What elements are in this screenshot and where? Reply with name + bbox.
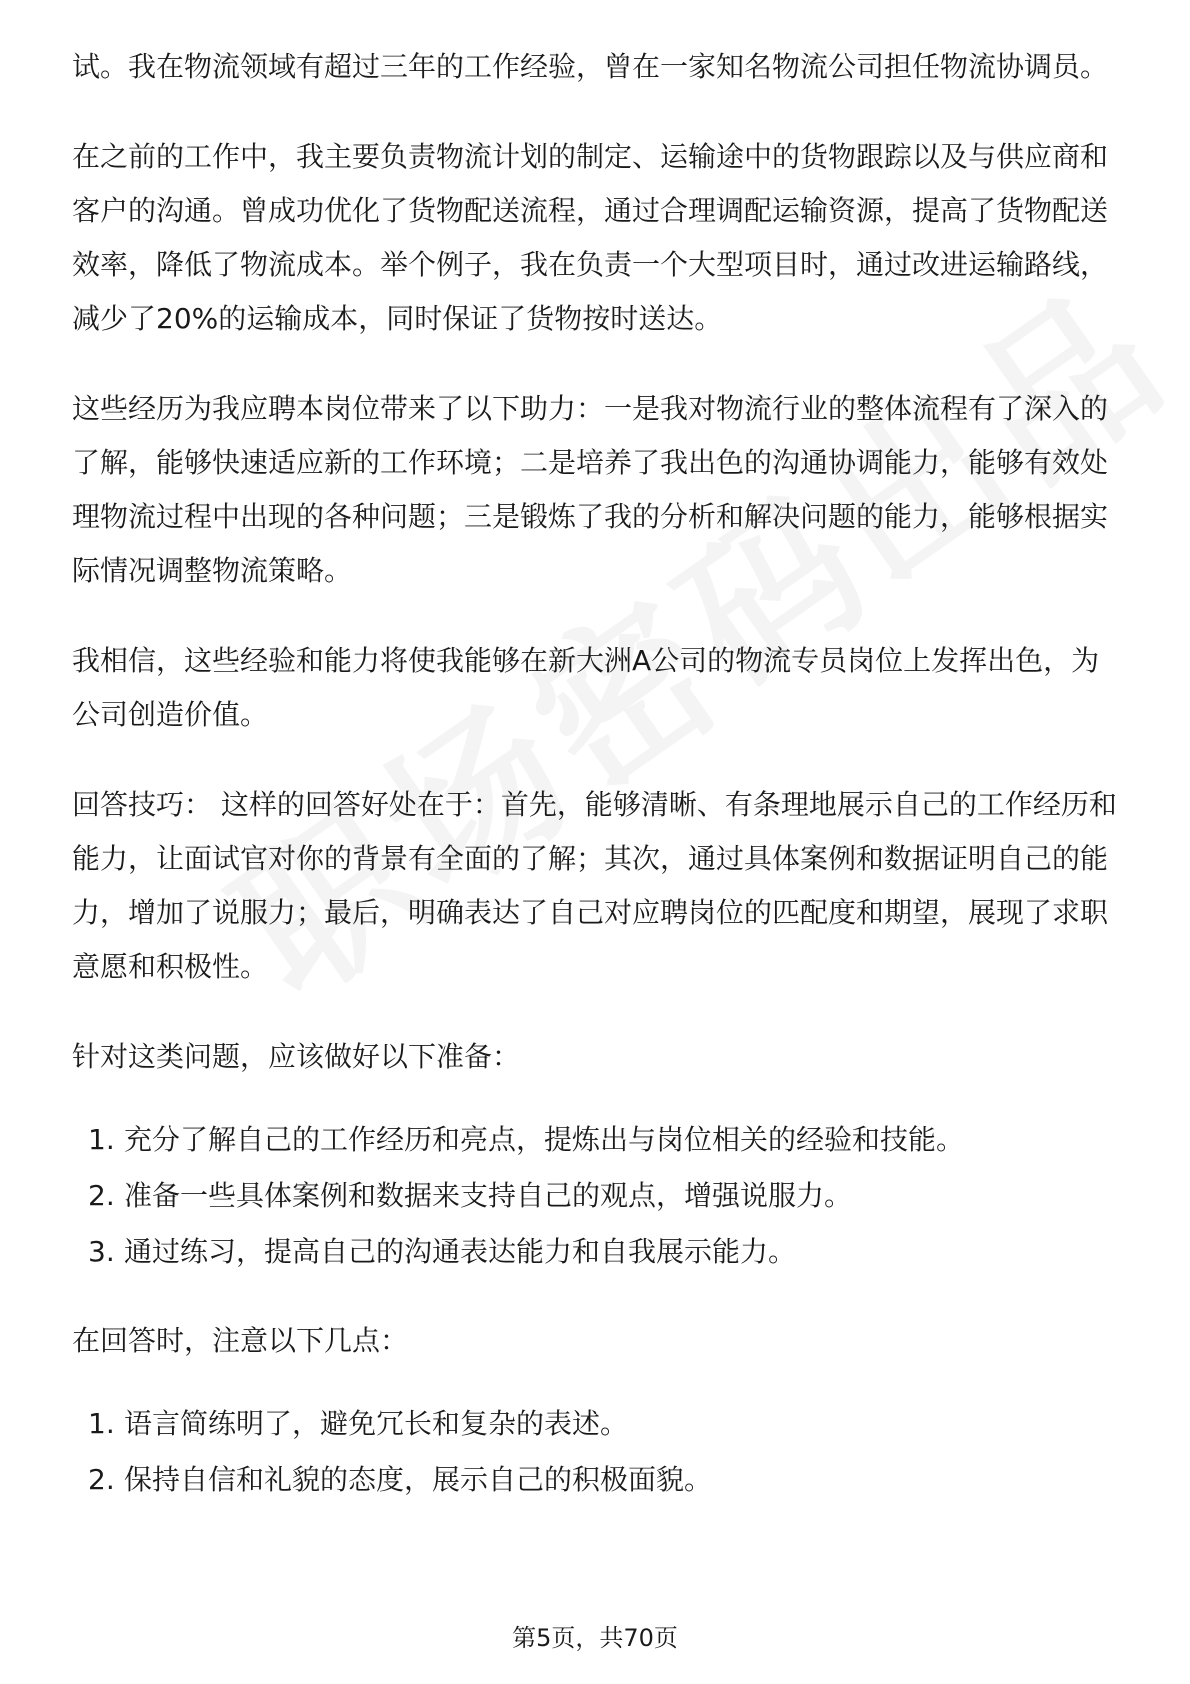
notes-heading: 在回答时，注意以下几点： (72, 1324, 409, 1357)
list-text: 准备一些具体案例和数据来支持自己的观点，增强说服力。 (124, 1179, 853, 1212)
list-item (72, 1224, 1122, 1280)
notes-list (72, 1396, 1122, 1508)
list-item (72, 1396, 1122, 1452)
prep-list (72, 1112, 1122, 1280)
list-item (72, 1168, 1122, 1224)
list-number: 1. (88, 1123, 115, 1156)
paragraph-benefits: 这些经历为我应聘本岗位带来了以下助力：一是我对物流行业的整体流程有了深入的了解，能够快速适应新的工作环境；二是培养了我出色的沟通协调能力，能够有效处理物流过程中出现的各种问题；三是锻炼了我的分析和解决问题的能力，能够根据实际情况调整物流策略。 (72, 392, 1109, 587)
list-text: 通过练习，提高自己的沟通表达能力和自我展示能力。 (124, 1235, 797, 1268)
list-number: 3. (88, 1235, 115, 1268)
list-text: 语言简练明了，避免冗长和复杂的表述。 (124, 1407, 629, 1440)
list-item (72, 1112, 1122, 1168)
list-number: 1. (88, 1407, 115, 1440)
prep-heading: 针对这类问题，应该做好以下准备： (72, 1040, 521, 1073)
paragraph-answer-tips: 回答技巧： 这样的回答好处在于：首先，能够清晰、有条理地展示自己的工作经历和能力，让面试官对你的背景有全面的了解；其次，通过具体案例和数据证明自己的能力，增加了说服力；最后，明确表达了自己对应聘岗位的匹配度和期望，展现了求职意愿和积极性。 (72, 788, 1117, 983)
paragraph-previous-work: 在之前的工作中，我主要负责物流计划的制定、运输途中的货物跟踪以及与供应商和客户的沟通。曾成功优化了货物配送流程，通过合理调配运输资源，提高了货物配送效率，降低了物流成本。举个例子，我在负责一个大型项目时，通过改进运输路线，减少了20%的运输成本，同时保证了货物按时送达。 (72, 140, 1109, 335)
paragraph-intro: 试。我在物流领域有超过三年的工作经验，曾在一家知名物流公司担任物流协调员。 (72, 50, 1109, 83)
document-body (72, 40, 1122, 1542)
list-text: 保持自信和礼貌的态度，展示自己的积极面貌。 (124, 1463, 713, 1496)
list-text: 充分了解自己的工作经历和亮点，提炼出与岗位相关的经验和技能。 (124, 1123, 965, 1156)
list-item (72, 1452, 1122, 1508)
list-number: 2. (88, 1179, 115, 1212)
list-number: 2. (88, 1463, 115, 1496)
paragraph-conclusion: 我相信，这些经验和能力将使我能够在新大洲A公司的物流专员岗位上发挥出色，为公司创造价值。 (72, 644, 1100, 731)
page-number-footer: 第5页，共70页 (512, 1624, 678, 1652)
